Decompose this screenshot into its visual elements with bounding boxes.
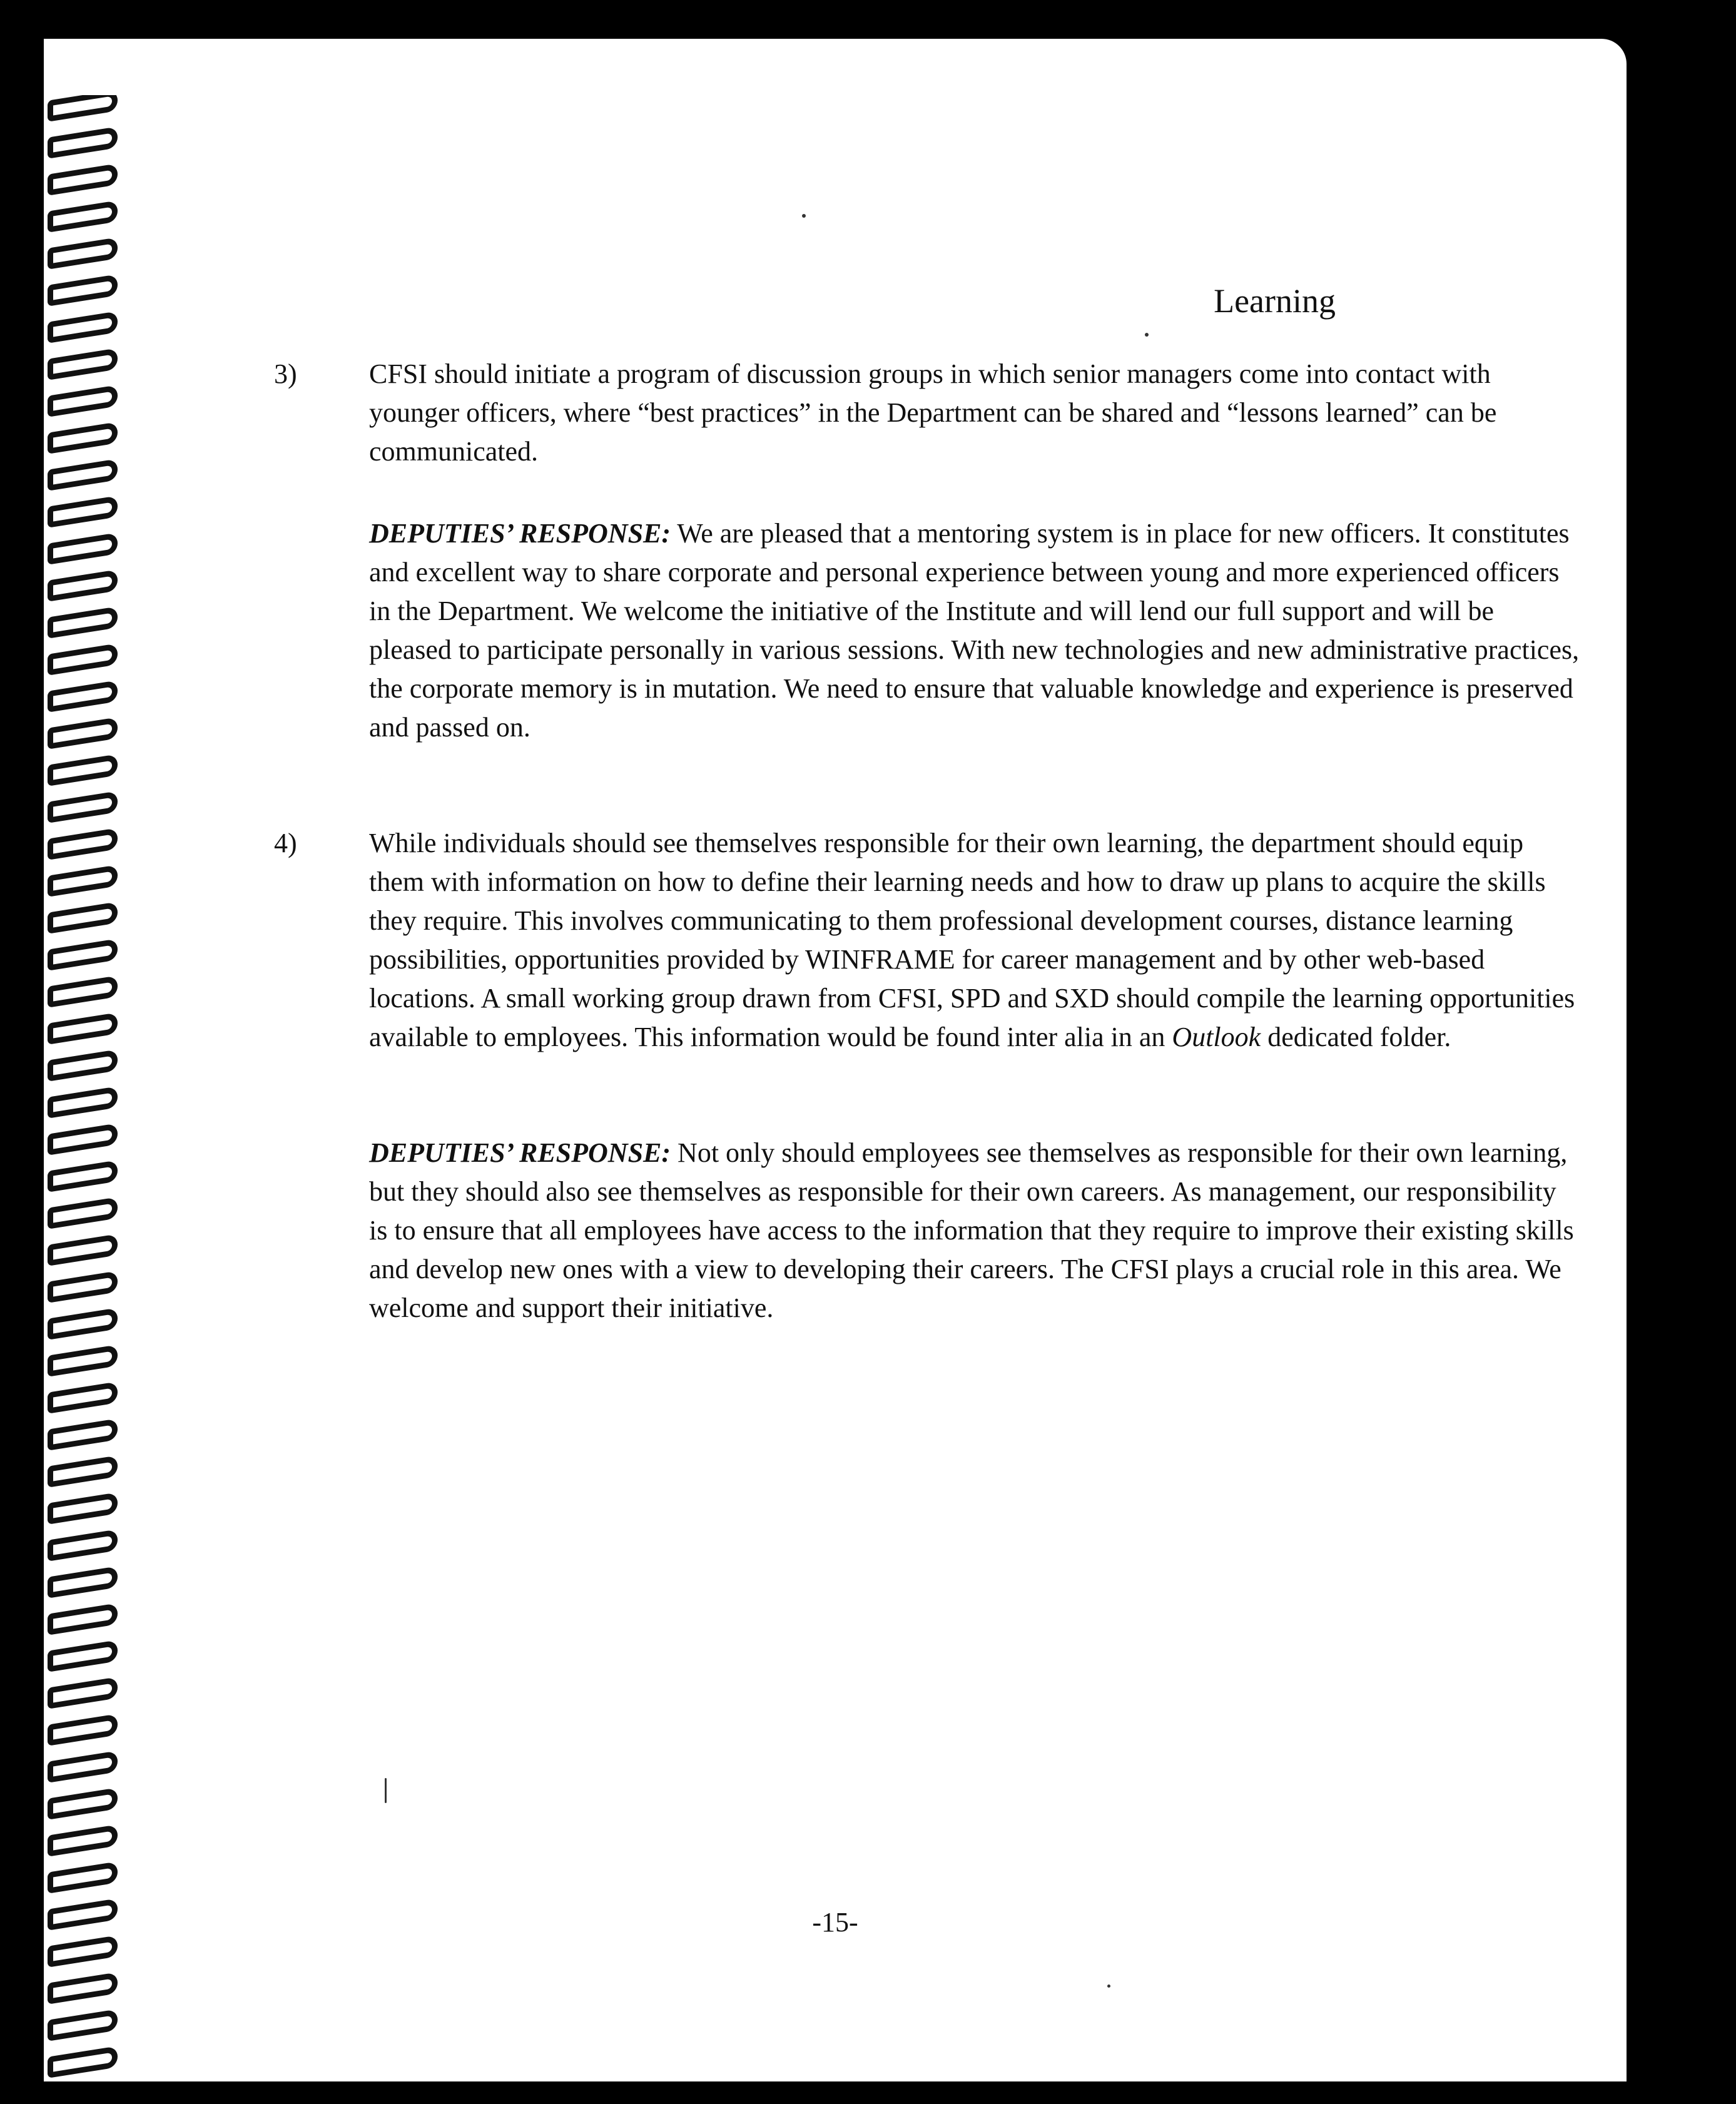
page-number: -15- (812, 1907, 858, 1938)
section-title: Learning (1214, 282, 1336, 320)
spiral-coil (48, 1603, 118, 1635)
scan-speck (385, 1778, 387, 1803)
response-label: DEPUTIES’ RESPONSE: (369, 1137, 671, 1168)
spiral-coil (48, 274, 118, 307)
spiral-coil (48, 422, 118, 454)
spiral-coil (48, 754, 118, 786)
spiral-binding (44, 95, 138, 2081)
spiral-coil (48, 163, 118, 196)
spiral-coil (48, 1677, 118, 1709)
spiral-coil (48, 1529, 118, 1562)
scan-speck (802, 214, 806, 218)
spiral-coil (48, 1751, 118, 1783)
spiral-coil (48, 237, 118, 270)
spiral-coil (48, 1492, 118, 1525)
spiral-coil (48, 95, 118, 122)
spiral-coil (48, 1234, 118, 1266)
scan-speck (1107, 1985, 1110, 1988)
spiral-coil (48, 1824, 118, 1857)
spiral-coil (48, 1308, 118, 1340)
item-4-text-start: While individuals should see themselves responsible for their own learning, the department should equip them with information on how to define their learning needs and how to draw up plans to acquire the skills they require. This involves communicating to them professional development courses, distance learning possibilities, opportunities provided by WINFRAME for career management and by other web-based locations. A small working group drawn from CFSI, SPD and SXD should compile the learning opportunities available to employees. This information would be found inter alia in an (369, 828, 1575, 1052)
item-4-text-italic: Outlook (1172, 1022, 1261, 1052)
spiral-coil (48, 1861, 118, 1894)
spiral-coil (48, 1344, 118, 1377)
spiral-coil (48, 459, 118, 491)
spiral-coil (48, 1566, 118, 1598)
spiral-coil (48, 1714, 118, 1746)
item-number-4: 4) (274, 828, 297, 858)
spiral-coil (48, 532, 118, 565)
item-number-3: 3) (274, 358, 297, 389)
spiral-coil (48, 1455, 118, 1488)
item-3-response (369, 514, 1580, 747)
spiral-coil (48, 606, 118, 639)
spiral-coil (48, 865, 118, 897)
spiral-coil (48, 1049, 118, 1082)
spiral-coil (48, 200, 118, 233)
spiral-coil (48, 1086, 118, 1119)
spiral-coil (48, 1640, 118, 1672)
item-4-text-end: dedicated folder. (1261, 1022, 1451, 1052)
spiral-coil (48, 385, 118, 417)
spiral-coil (48, 902, 118, 934)
item-4-response (369, 1134, 1580, 1328)
item-4-text (369, 824, 1580, 1057)
spiral-coil (48, 1160, 118, 1192)
document-page (44, 39, 1627, 2081)
spiral-coil (48, 569, 118, 602)
spiral-coil (48, 1197, 118, 1229)
response-text: Not only should employees see themselves as responsible for their own learning, but they should also see themselves as responsible for their own careers. As management, our responsibility is to ensure that all employees have access to the information that they require to improve their existing skills and develop new ones with a view to developing their careers. The CFSI plays a crucial role in this area. We welcome and support their initiative. (369, 1137, 1574, 1323)
spiral-coil (48, 2009, 118, 2041)
spiral-coil (48, 1271, 118, 1303)
scan-speck (1145, 333, 1149, 337)
spiral-coil (48, 938, 118, 971)
spiral-coil (48, 1935, 118, 1968)
spiral-coil (48, 1972, 118, 2005)
spiral-coil (48, 1012, 118, 1045)
spiral-coil (48, 975, 118, 1008)
spiral-coil (48, 496, 118, 528)
spiral-coil (48, 126, 118, 159)
spiral-coil (48, 1787, 118, 1820)
item-3-text: CFSI should initiate a program of discussion groups in which senior managers come into contact with younger officers, where “best practices” in the Department can be shared and “lessons learned” can be communicated. (369, 358, 1497, 467)
spiral-coil (48, 791, 118, 823)
response-text: We are pleased that a mentoring system is in place for new officers. It constitutes and excellent way to share corporate and personal experience between young and more experienced officers in the Department. We welcome the initiative of the Institute and will lend our full support and will be pleased to participate personally in various sessions. With new technologies and new administrative practices, the corporate memory is in mutation. We need to ensure that valuable knowledge and experience is preserved and passed on. (369, 518, 1580, 743)
spiral-coil (48, 680, 118, 713)
spiral-coil (48, 1418, 118, 1451)
spiral-coil (48, 2046, 118, 2078)
spiral-coil (48, 643, 118, 676)
response-label: DEPUTIES’ RESPONSE: (369, 518, 671, 549)
spiral-coil (48, 1123, 118, 1156)
spiral-coil (48, 828, 118, 860)
spiral-coil (48, 1381, 118, 1414)
spiral-coil (48, 717, 118, 750)
spiral-coil (48, 311, 118, 343)
spiral-coil (48, 348, 118, 380)
